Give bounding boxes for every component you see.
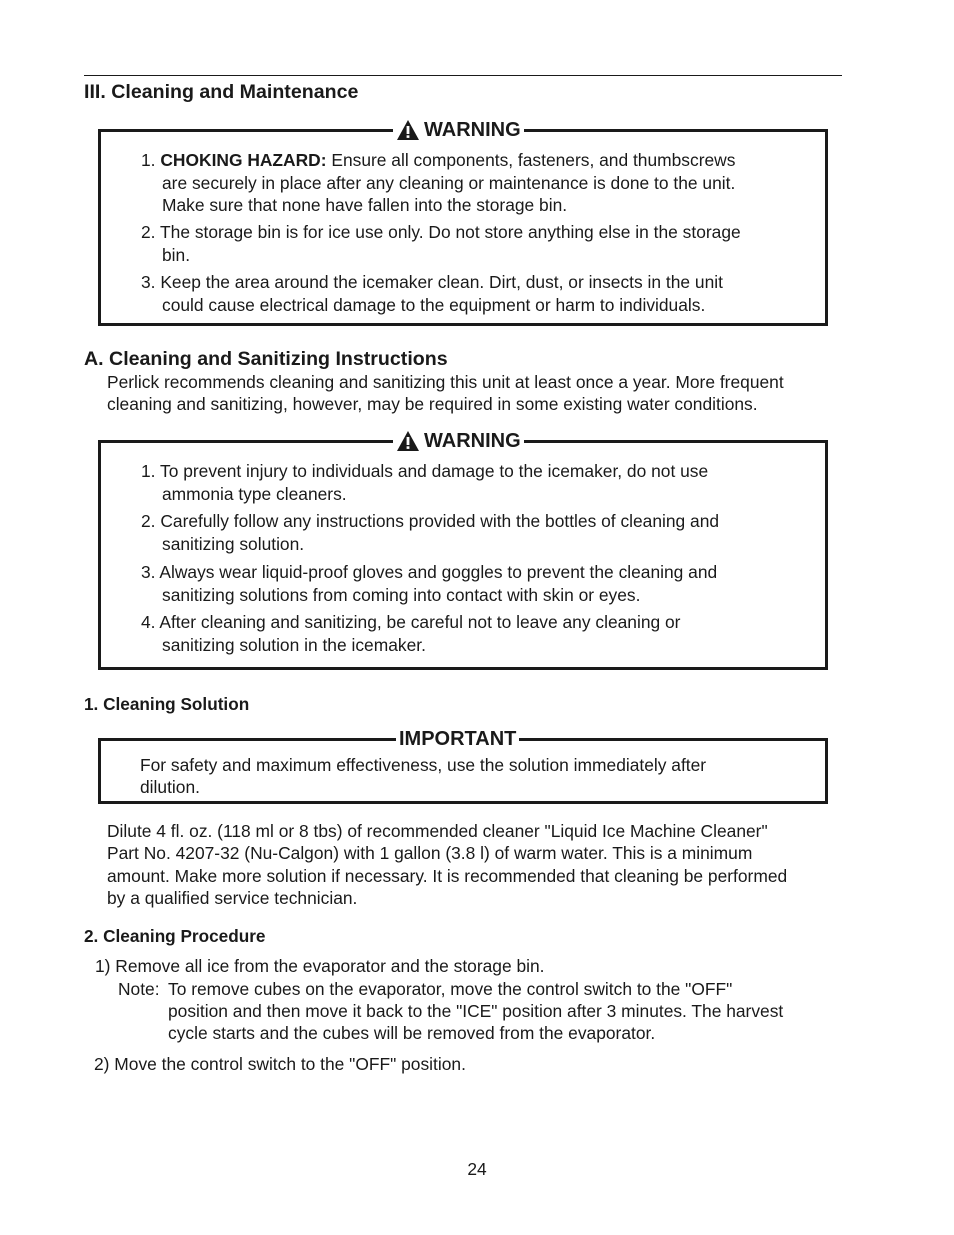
subsection-a-title: A. Cleaning and Sanitizing Instructions xyxy=(84,348,448,370)
item-text: 4. After cleaning and sanitizing, be careful not to leave any cleaning or xyxy=(141,612,681,632)
warning-label: WARNING xyxy=(424,119,521,141)
warning-2-item-4 xyxy=(141,611,822,656)
warning-box-1 xyxy=(98,119,828,326)
item-text: sanitizing solution. xyxy=(162,533,305,554)
cleaning-solution-line-2: Part No. 4207-32 (Nu-Calgon) with 1 gallon (3.8 l) of warm water. This is a minimum xyxy=(107,843,753,863)
important-box xyxy=(98,728,828,804)
important-label: IMPORTANT xyxy=(399,728,517,750)
procedure-step-1: 1) Remove all ice from the evaporator and the storage bin. xyxy=(95,956,545,976)
page-number: 24 xyxy=(467,1159,487,1179)
warning-box-2 xyxy=(98,430,828,670)
item-text: Make sure that none have fallen into the storage bin. xyxy=(162,195,568,215)
warning-triangle-icon xyxy=(396,430,420,452)
warning-triangle-icon xyxy=(396,119,420,141)
cleaning-solution-line-3: amount. Make more solution if necessary. It is recommended that cleaning be performed xyxy=(107,866,788,886)
important-line-1: For safety and maximum effectiveness, use the solution immediately after xyxy=(140,755,707,775)
item-text: are securely in place after any cleaning or maintenance is done to the unit. xyxy=(162,172,736,193)
note-line-1: To remove cubes on the evaporator, move the control switch to the "OFF" xyxy=(168,979,733,999)
important-box-title xyxy=(396,728,519,750)
item-text: 1. To prevent injury to individuals and damage to the icemaker, do not use xyxy=(141,461,709,481)
section-title: III. Cleaning and Maintenance xyxy=(84,81,359,103)
warning-2-item-3 xyxy=(141,561,822,606)
item-text: 3. Always wear liquid-proof gloves and goggles to prevent the cleaning and xyxy=(141,562,718,582)
item-text: could cause electrical damage to the equipment or harm to individuals. xyxy=(162,294,706,315)
cleaning-solution-title: 1. Cleaning Solution xyxy=(84,694,250,714)
warning-1-item-3 xyxy=(141,271,822,316)
procedure-step-2: 2) Move the control switch to the "OFF" position. xyxy=(94,1054,466,1074)
item-text: sanitizing solutions from coming into contact with skin or eyes. xyxy=(162,584,641,605)
item-text: 2. Carefully follow any instructions provided with the bottles of cleaning and xyxy=(141,511,720,531)
warning-1-item-2 xyxy=(141,221,822,266)
subsection-a-line-2: cleaning and sanitizing, however, may be required in some existing water conditions. xyxy=(107,394,758,414)
warning-2-item-1 xyxy=(141,460,822,505)
item-number: 1. xyxy=(141,150,156,170)
item-text: ammonia type cleaners. xyxy=(162,483,347,504)
item-text: sanitizing solution in the icemaker. xyxy=(162,634,426,655)
note-line-3: cycle starts and the cubes will be removed from the evaporator. xyxy=(168,1023,656,1043)
cleaning-procedure-title: 2. Cleaning Procedure xyxy=(84,926,266,946)
warning-1-item-1 xyxy=(141,149,822,217)
cleaning-solution-line-1: Dilute 4 fl. oz. (118 ml or 8 tbs) of recommended cleaner "Liquid Ice Machine Cleaner" xyxy=(107,821,768,841)
subsection-a-line-1: Perlick recommends cleaning and sanitizing this unit at least once a year. More frequent xyxy=(107,372,784,392)
warning-box-1-title xyxy=(393,119,524,141)
item-text: bin. xyxy=(162,244,191,265)
warning-2-item-2 xyxy=(141,510,822,555)
warning-box-2-title xyxy=(393,430,524,452)
item-text: 2. The storage bin is for ice use only. Do not store anything else in the storage xyxy=(141,222,741,242)
choking-hazard-label: CHOKING HAZARD: xyxy=(160,150,327,170)
warning-label: WARNING xyxy=(424,430,521,452)
note-label: Note: xyxy=(118,979,160,999)
cleaning-solution-line-4: by a qualified service technician. xyxy=(107,888,358,908)
item-text: Ensure all components, fasteners, and thumbscrews xyxy=(326,150,736,170)
important-line-2: dilution. xyxy=(140,777,200,797)
note-line-2: position and then move it back to the "ICE" position after 3 minutes. The harvest xyxy=(168,1001,784,1021)
item-text: 3. Keep the area around the icemaker clean. Dirt, dust, or insects in the unit xyxy=(141,272,723,292)
header-rule xyxy=(84,75,842,76)
